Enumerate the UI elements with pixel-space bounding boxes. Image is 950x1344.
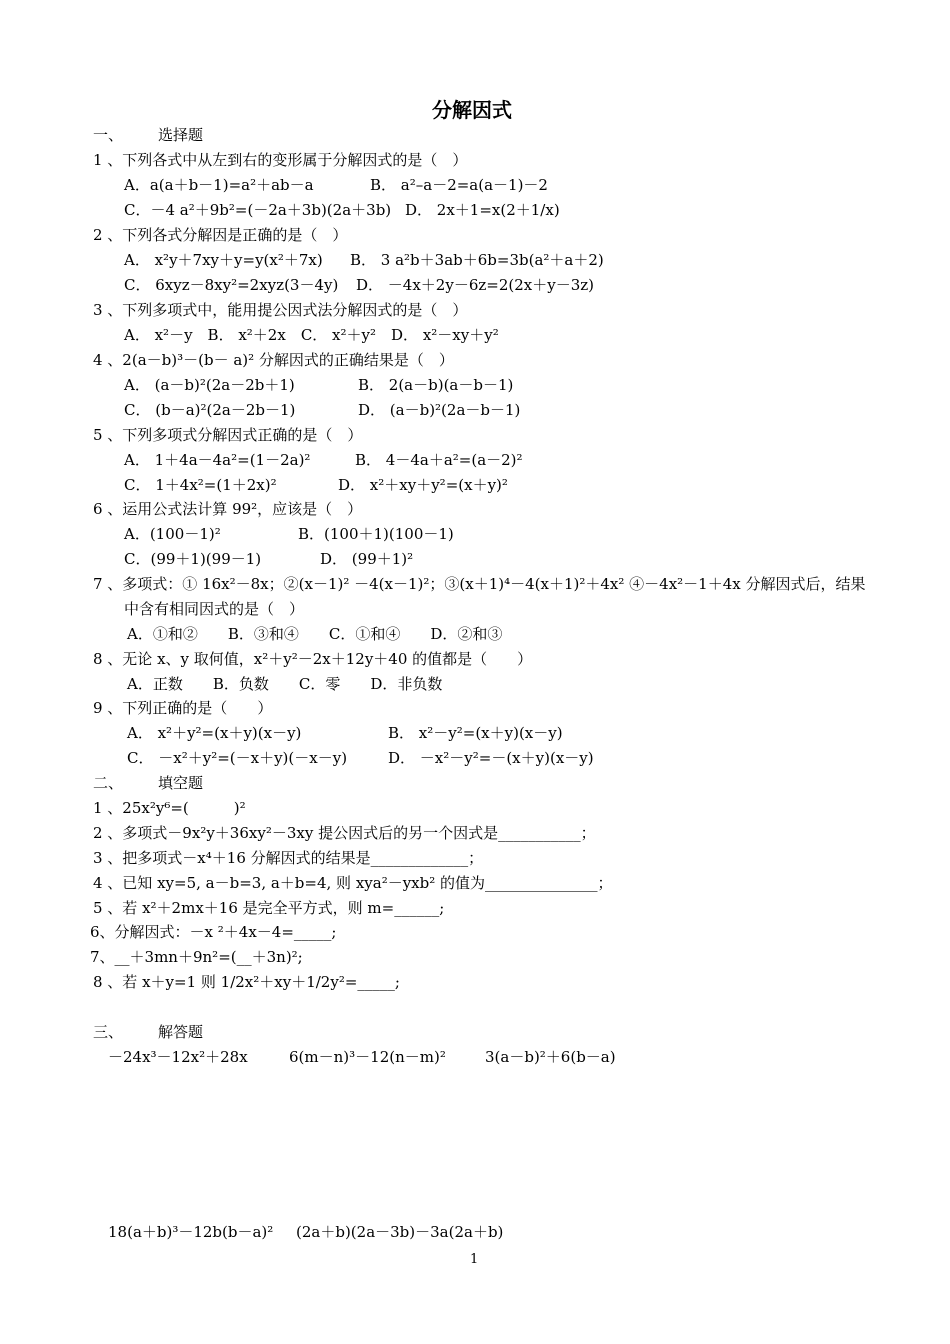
solve-expression: －24x³－12x²＋28x (108, 1048, 248, 1066)
question-option: C． 1＋4x²=(1＋2x)² (124, 476, 277, 494)
question-option: D． x²＋xy＋y²=(x＋y)² (338, 476, 508, 494)
page-number: 1 (470, 1252, 479, 1267)
fill-question: 8 、若 x＋y=1 则 1/2x²＋xy＋1/2y²=_____; (93, 973, 400, 991)
question-stem: 9 、下列正确的是（ ） (93, 699, 273, 717)
section-fill-label: 填空题 (158, 774, 204, 792)
section-solve-number: 三、 (93, 1023, 124, 1041)
question-stem: 8 、无论 x、y 取何值，x²＋y²－2x＋12y＋40 的值都是（ ） (93, 650, 533, 668)
question-option: C． 6xyz－8xy²=2xyz(3－4y) (124, 276, 339, 294)
question-option: D． －x²－y²=－(x＋y)(x－y) (388, 749, 594, 767)
question-option: A． x²y＋7xy＋y=y(x²＋7x) (124, 251, 323, 269)
solve-expression: 6(m－n)³－12(n－m)² (289, 1048, 446, 1066)
question-option: D． 2x＋1=x(2＋1/x) (405, 201, 560, 219)
question-option: B． 3 a²b＋3ab＋6b=3b(a²＋a＋2) (350, 251, 604, 269)
question-option: A．正数 B．负数 C．零 D．非负数 (127, 675, 443, 693)
question-option: D． －4x＋2y－6z=2(2x＋y－3z) (356, 276, 595, 294)
question-option: C． (b－a)²(2a－2b－1) (124, 401, 296, 419)
question-option: A． x²－y B． x²＋2x C． x²＋y² D． x²－xy＋y² (124, 326, 499, 344)
page-title: 分解因式 (432, 98, 512, 122)
question-option: B．(100＋1)(100－1) (298, 525, 454, 543)
question-option: C．(99＋1)(99－1) (124, 550, 262, 568)
question-option: D． (99＋1)² (320, 550, 414, 568)
question-option: C． －x²＋y²=(－x＋y)(－x－y) (127, 749, 348, 767)
section-solve-label: 解答题 (158, 1023, 204, 1041)
question-option: A． 1＋4a－4a²=(1－2a)² (124, 451, 311, 469)
question-stem: 3 、下列多项式中，能用提公因式法分解因式的是（ ） (93, 301, 468, 319)
question-option: A．(100－1)² (124, 525, 221, 543)
question-stem: 2 、下列各式分解因是正确的是（ ） (93, 226, 348, 244)
question-option: D． (a－b)²(2a－b－1) (358, 401, 521, 419)
question-option: B． 4－4a＋a²=(a－2)² (355, 451, 523, 469)
question-stem: 5 、下列多项式分解因式正确的是（ ） (93, 426, 363, 444)
question-option: B． x²－y²=(x＋y)(x－y) (388, 724, 563, 742)
solve-expression: 18(a＋b)³－12b(b－a)² (108, 1223, 274, 1241)
question-option: A．①和② B．③和④ C．①和④ D．②和③ (127, 625, 503, 643)
question-option: C．－4 a²＋9b²=(－2a＋3b)(2a＋3b) (124, 201, 392, 219)
question-option: B． a²–a－2=a(a－1)－2 (370, 176, 548, 194)
section-choice-number: 一、 (93, 126, 124, 144)
fill-question: 1 、25x²y⁶=( )² (93, 799, 246, 817)
fill-question: 6、分解因式：－x ²＋4x－4=_____; (90, 923, 337, 941)
question-option: A． (a－b)²(2a－2b＋1) (124, 376, 295, 394)
solve-expression: (2a＋b)(2a－3b)－3a(2a＋b) (296, 1223, 504, 1241)
section-fill-number: 二、 (93, 774, 124, 792)
question-stem: 7 、多项式：① 16x²－8x；②(x－1)² －4(x－1)²；③(x＋1)⁴－4(x＋1)²＋4x² ④－4x²－1＋4x 分解因式后，结果 (93, 575, 866, 593)
fill-question: 4 、已知 xy=5, a－b=3, a＋b=4, 则 xya²－yxb² 的值为_______________； (93, 874, 613, 892)
question-stem-continued: 中含有相同因式的是（ ） (124, 600, 305, 618)
question-stem: 4 、2(a－b)³－(b－ a)² 分解因式的正确结果是（ ） (93, 351, 454, 369)
section-choice-label: 选择题 (158, 126, 204, 144)
question-option: A． x²＋y²=(x＋y)(x－y) (127, 724, 302, 742)
question-option: B． 2(a－b)(a－b－1) (358, 376, 514, 394)
question-option: A．a(a＋b－1)=a²＋ab－a (124, 176, 314, 194)
question-stem: 6 、运用公式法计算 99²，应该是（ ） (93, 500, 363, 518)
solve-expression: 3(a－b)²＋6(b－a) (485, 1048, 616, 1066)
question-stem: 1 、下列各式中从左到右的变形属于分解因式的是（ ） (93, 151, 468, 169)
fill-question: 7、__＋3mn＋9n²=(__＋3n)²; (90, 948, 303, 966)
fill-question: 5 、若 x²＋2mx＋16 是完全平方式，则 m=______; (93, 899, 445, 917)
fill-question: 3 、把多项式－x⁴＋16 分解因式的结果是_____________； (93, 849, 484, 867)
fill-question: 2 、多项式－9x²y＋36xy²－3xy 提公因式后的另一个因式是___________； (93, 824, 596, 842)
